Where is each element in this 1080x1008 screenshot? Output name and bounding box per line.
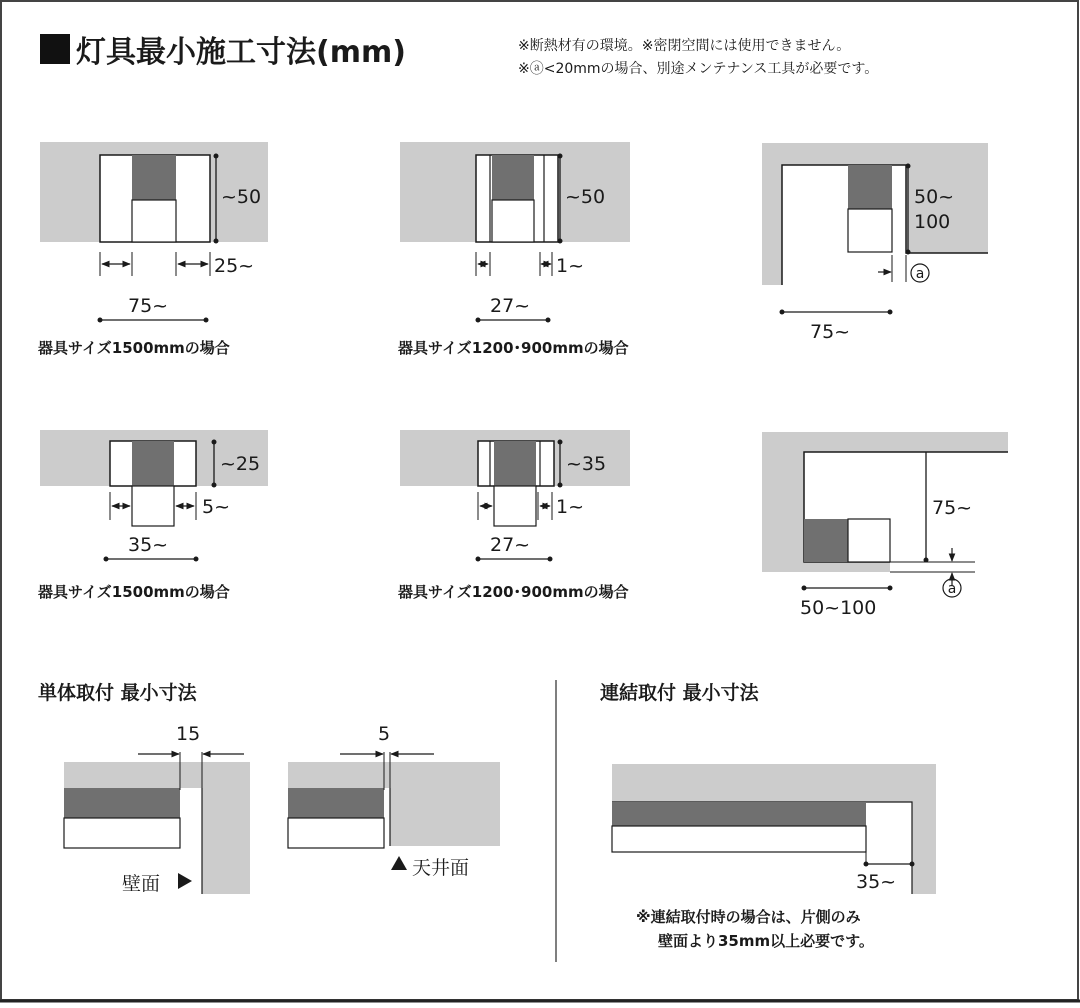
single-wall-diagram xyxy=(64,723,250,895)
fixture-block xyxy=(848,165,892,209)
diagram-4 xyxy=(37,430,268,601)
depth-label: ~50 xyxy=(221,186,262,208)
single-mount-heading: 単体取付 最小寸法 xyxy=(38,682,197,704)
page-title: 灯具最小施工寸法(mm) xyxy=(76,35,406,70)
fixture-diffuser xyxy=(848,519,890,562)
linked-diagram xyxy=(612,764,936,894)
header-note-2: ※ⓐ<20mmの場合、別途メンテナンス工具が必要です。 xyxy=(518,61,879,77)
pointer-right-icon xyxy=(178,873,192,889)
depth-label-line2: 100 xyxy=(914,211,951,233)
wall-gap-label: 15 xyxy=(176,723,201,745)
depth-label: ~25 xyxy=(220,453,261,475)
fixture-block xyxy=(132,441,174,486)
linked-gap-label: 35~ xyxy=(856,871,897,893)
diagram-caption: 器具サイズ1500mmの場合 xyxy=(38,339,230,357)
fixture-block xyxy=(492,155,534,200)
depth-label-line1: 50~ xyxy=(914,186,955,208)
fixture-block xyxy=(288,788,384,818)
fixture-diffuser xyxy=(492,200,534,242)
gap-label: 1~ xyxy=(556,496,585,518)
gap-label: 25~ xyxy=(214,255,255,277)
width-label: 27~ xyxy=(490,534,531,556)
linked-note-line2: 壁面より35mm以上必要です。 xyxy=(658,932,874,950)
fixture-diffuser xyxy=(132,200,176,242)
width-label: 75~ xyxy=(810,321,851,343)
linked-note-line1: ※連結取付時の場合は、片側のみ xyxy=(636,908,861,926)
diagram-5 xyxy=(397,430,630,601)
header-note-1: ※断熱材有の環境。※密閉空間には使用できません。 xyxy=(518,38,851,54)
ceiling-label: 天井面 xyxy=(412,857,470,879)
fixture-block xyxy=(132,155,176,200)
gap-label: 1~ xyxy=(556,255,585,277)
svg-text:a: a xyxy=(915,266,925,282)
diagram-1 xyxy=(37,142,268,357)
diagram-caption: 器具サイズ1200･900mmの場合 xyxy=(398,583,629,601)
pointer-up-icon xyxy=(391,856,407,870)
single-ceiling-diagram xyxy=(288,723,500,879)
wall-label: 壁面 xyxy=(122,873,161,895)
fixture-block xyxy=(494,441,536,486)
width-label: 27~ xyxy=(490,295,531,317)
depth-label: ~50 xyxy=(565,186,606,208)
gap-label: 5~ xyxy=(202,496,231,518)
title-square-icon xyxy=(40,34,70,64)
fixture-diffuser xyxy=(132,486,174,526)
ceiling-gap-label: 5 xyxy=(378,723,391,745)
width-label: 50~100 xyxy=(800,597,877,619)
width-label: 75~ xyxy=(128,295,169,317)
depth-label: ~35 xyxy=(566,453,607,475)
fixture-diffuser xyxy=(848,209,892,252)
fixture-diffuser xyxy=(612,826,866,852)
fixture-block xyxy=(804,519,848,562)
diagram-3 xyxy=(762,143,988,343)
svg-text:a: a xyxy=(947,581,957,597)
diagram-caption: 器具サイズ1500mmの場合 xyxy=(38,583,230,601)
linked-mount-heading: 連結取付 最小寸法 xyxy=(600,682,759,704)
fixture-block xyxy=(612,802,866,826)
fixture-diffuser xyxy=(64,818,180,848)
diagram-6 xyxy=(762,432,1008,619)
fixture-diffuser xyxy=(494,486,536,526)
fixture-block xyxy=(64,788,180,818)
diagram-2 xyxy=(397,142,630,357)
depth-label: 75~ xyxy=(932,497,973,519)
width-label: 35~ xyxy=(128,534,169,556)
fixture-diffuser xyxy=(288,818,384,848)
diagram-caption: 器具サイズ1200･900mmの場合 xyxy=(398,339,629,357)
